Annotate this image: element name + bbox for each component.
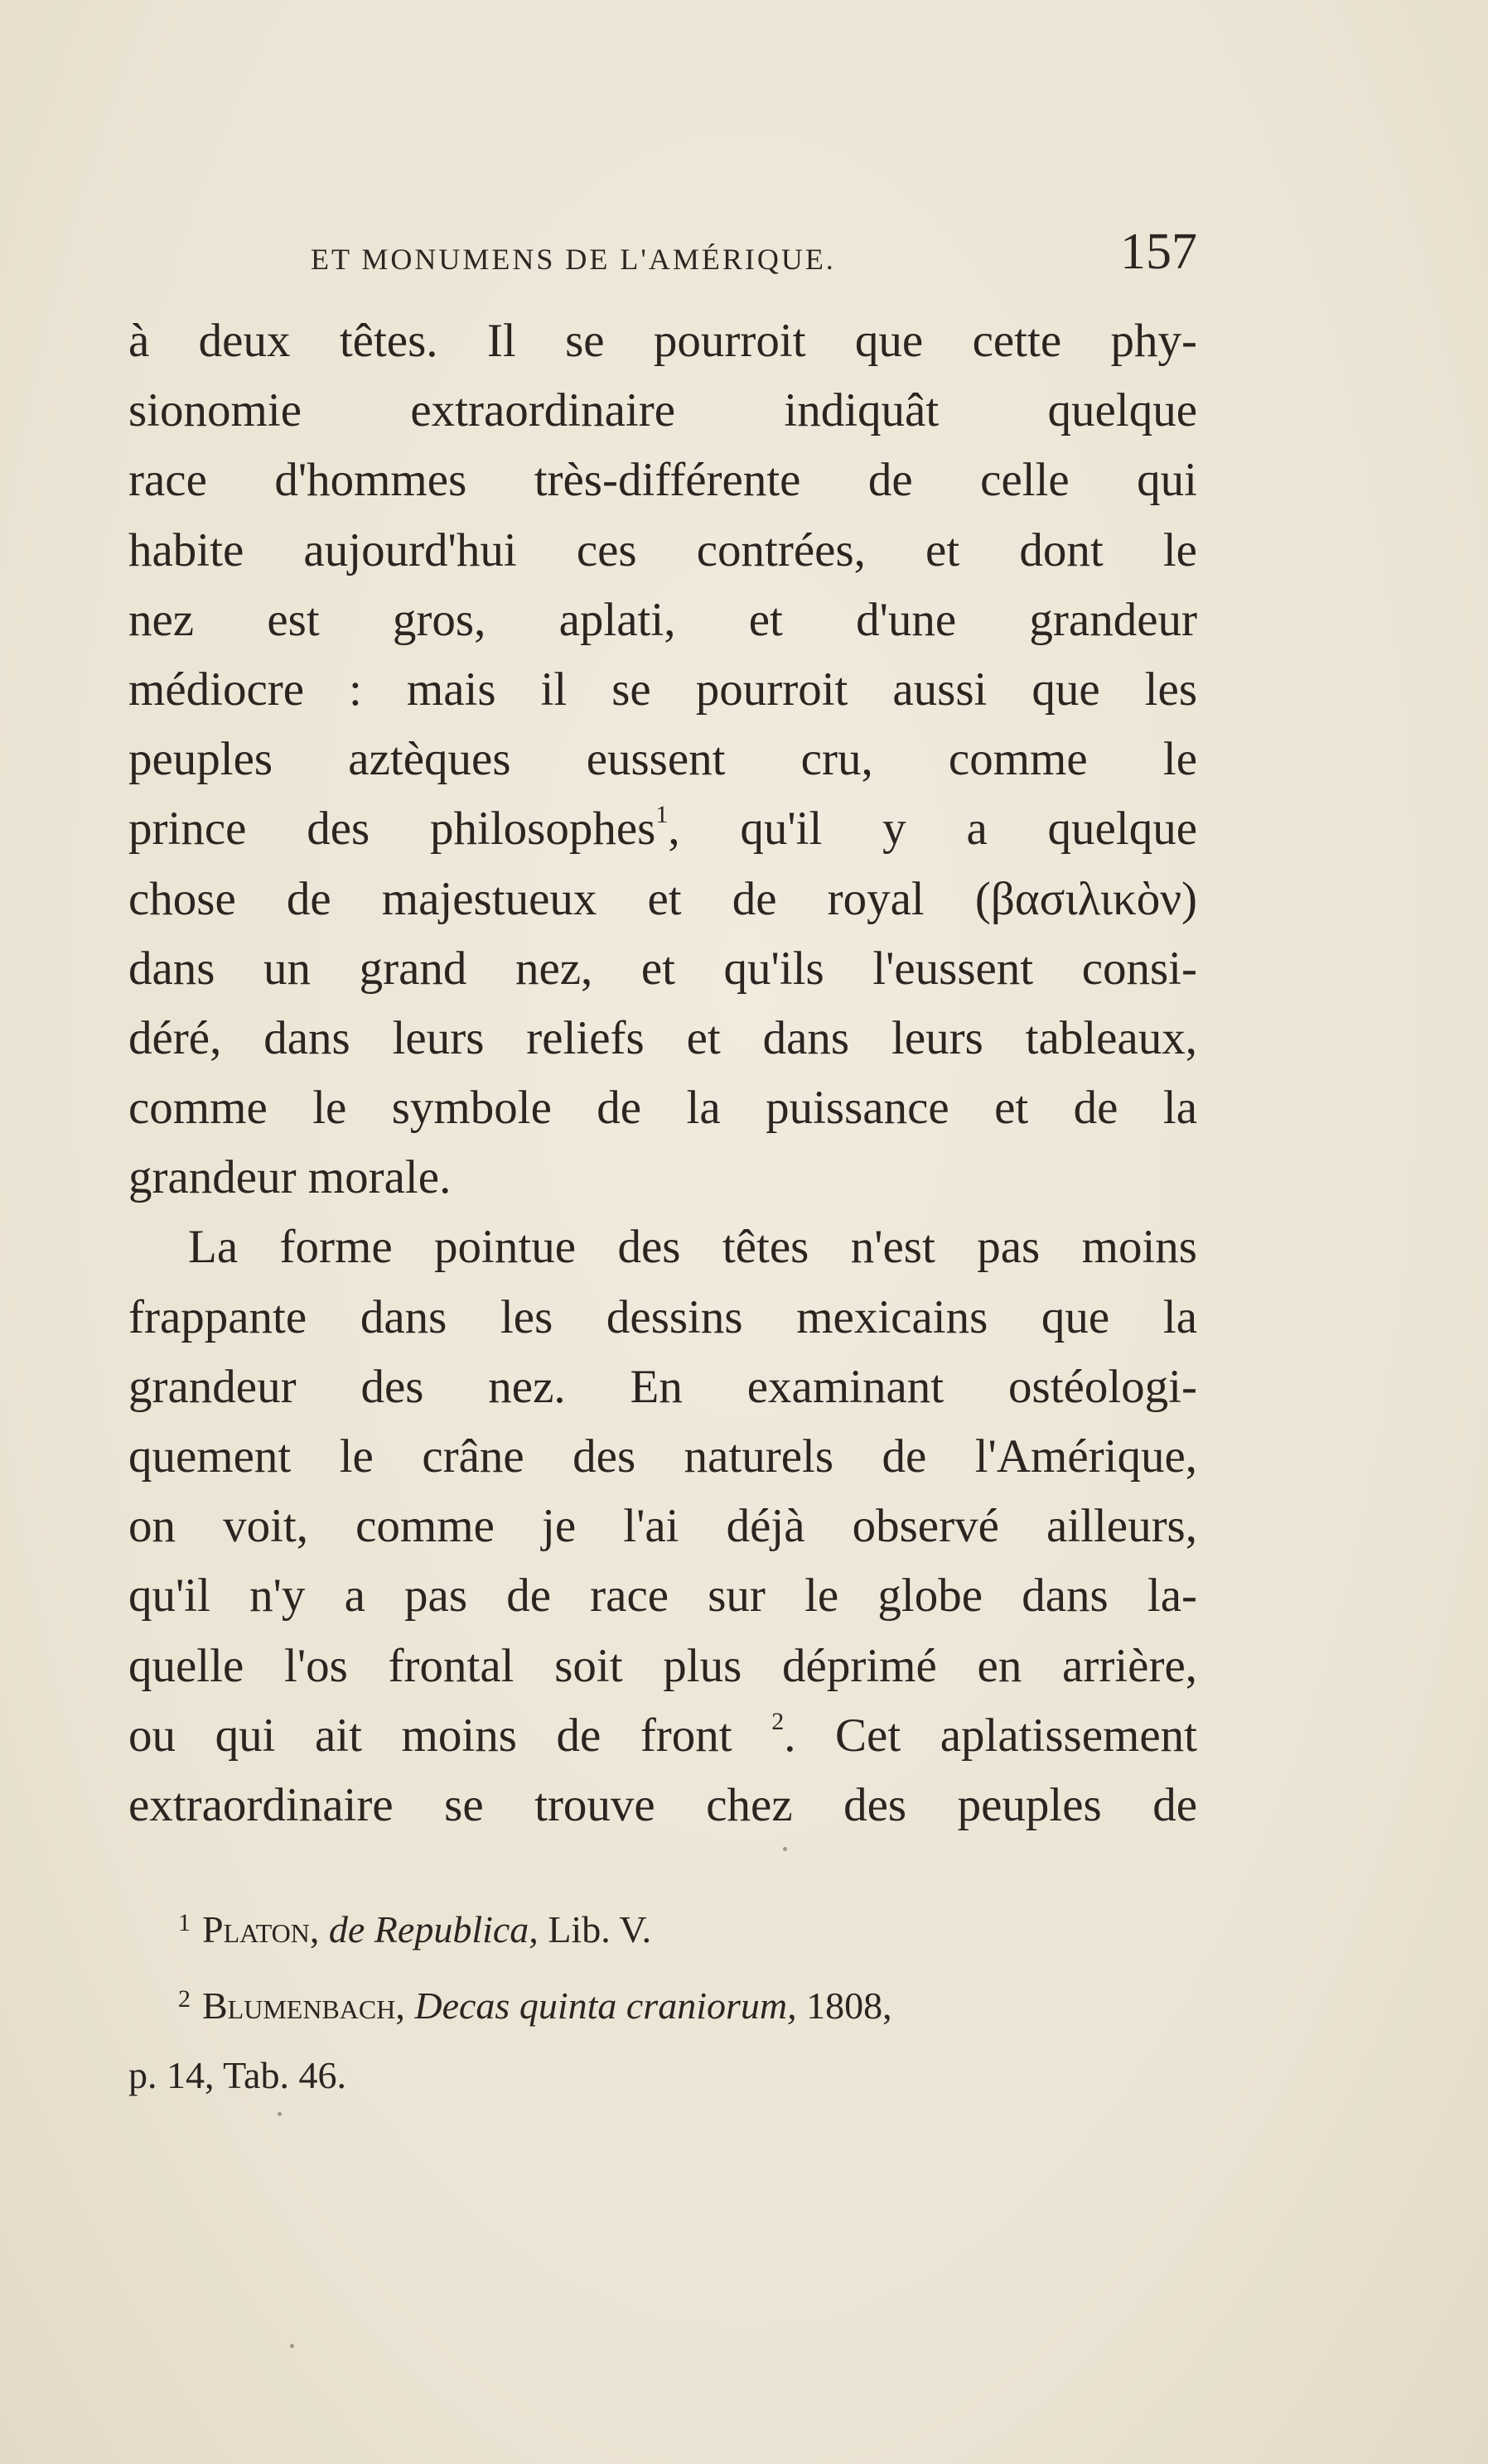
text-segment: , qu'il y a quelque xyxy=(668,803,1197,856)
text-line: frappante dans les dessins mexicains que la xyxy=(128,1290,1197,1343)
text-segment: ou qui ait moins de front xyxy=(128,1709,732,1762)
text-line: grandeur des nez. En examinant ostéologi- xyxy=(128,1360,1197,1413)
text-line: comme le symbole de la puissance et de la xyxy=(128,1082,1197,1135)
text-line: extraordinaire se trouve chez des peuples de xyxy=(128,1778,1197,1831)
footnote-ref-1: 1 xyxy=(655,801,669,829)
footnote-2 xyxy=(128,1965,1197,2041)
footnotes xyxy=(128,1888,1197,2110)
footnote-author: Blumenbach, xyxy=(202,1984,405,2027)
footnote-2-continuation: p. 14, Tab. 46. xyxy=(128,2054,346,2096)
footnote-reference: Lib. V. xyxy=(548,1908,652,1950)
text-line: chose de majestueux et de royal (βασιλικὸν) xyxy=(128,872,1197,925)
text-line: peuples aztèques eussent cru, comme le xyxy=(128,733,1197,786)
text-line: quelle l'os frontal soit plus déprimé en arrière, xyxy=(128,1639,1197,1692)
running-head: ET MONUMENS DE L'AMÉRIQUE. xyxy=(311,243,836,276)
footnote-ref-2: 2 xyxy=(771,1707,785,1735)
page-header xyxy=(128,211,1197,294)
text-line: dans un grand nez, et qu'ils l'eussent consi- xyxy=(128,942,1197,995)
text-line: quement le crâne des naturels de l'Amérique, xyxy=(128,1430,1197,1483)
footnote-reference: 1808, xyxy=(806,1984,892,2027)
text-line: nez est gros, aplati, et d'une grandeur xyxy=(128,593,1197,646)
footnote-author: Platon, xyxy=(202,1908,320,1950)
paper-speck xyxy=(278,2112,282,2116)
text-line: La forme pointue des têtes n'est pas moins xyxy=(188,1221,1197,1274)
text-segment: prince des philosophes xyxy=(128,803,656,856)
text-segment: . Cet aplatissement xyxy=(784,1709,1197,1762)
body-text xyxy=(128,306,1197,1840)
text-line: médiocre : mais il se pourroit aussi que les xyxy=(128,663,1197,716)
text-line-with-note xyxy=(128,794,1197,864)
paper-speck xyxy=(290,2344,294,2348)
text-line: habite aujourd'hui ces contrées, et dont le xyxy=(128,523,1197,576)
footnote-title: Decas quinta craniorum, xyxy=(414,1984,797,2027)
page-number: 157 xyxy=(1120,224,1197,280)
footnote-mark: 1 xyxy=(178,1909,191,1936)
text-line-with-note xyxy=(128,1701,1197,1771)
text-line: qu'il n'y a pas de race sur le globe dans la- xyxy=(128,1570,1197,1623)
paper-speck xyxy=(783,1847,787,1851)
text-line: à deux têtes. Il se pourroit que cette phy- xyxy=(128,315,1197,367)
footnote-title: de Republica, xyxy=(328,1908,539,1950)
text-line: race d'hommes très-différente de celle qui xyxy=(128,454,1197,507)
text-line: grandeur morale. xyxy=(128,1151,452,1204)
footnote-mark: 2 xyxy=(178,1985,191,2013)
footnote-1 xyxy=(128,1888,1197,1965)
text-line: déré, dans leurs reliefs et dans leurs tableaux, xyxy=(128,1011,1197,1064)
text-line: on voit, comme je l'ai déjà observé ailleurs, xyxy=(128,1500,1197,1553)
text-line: sionomie extraordinaire indiquât quelque xyxy=(128,384,1197,437)
